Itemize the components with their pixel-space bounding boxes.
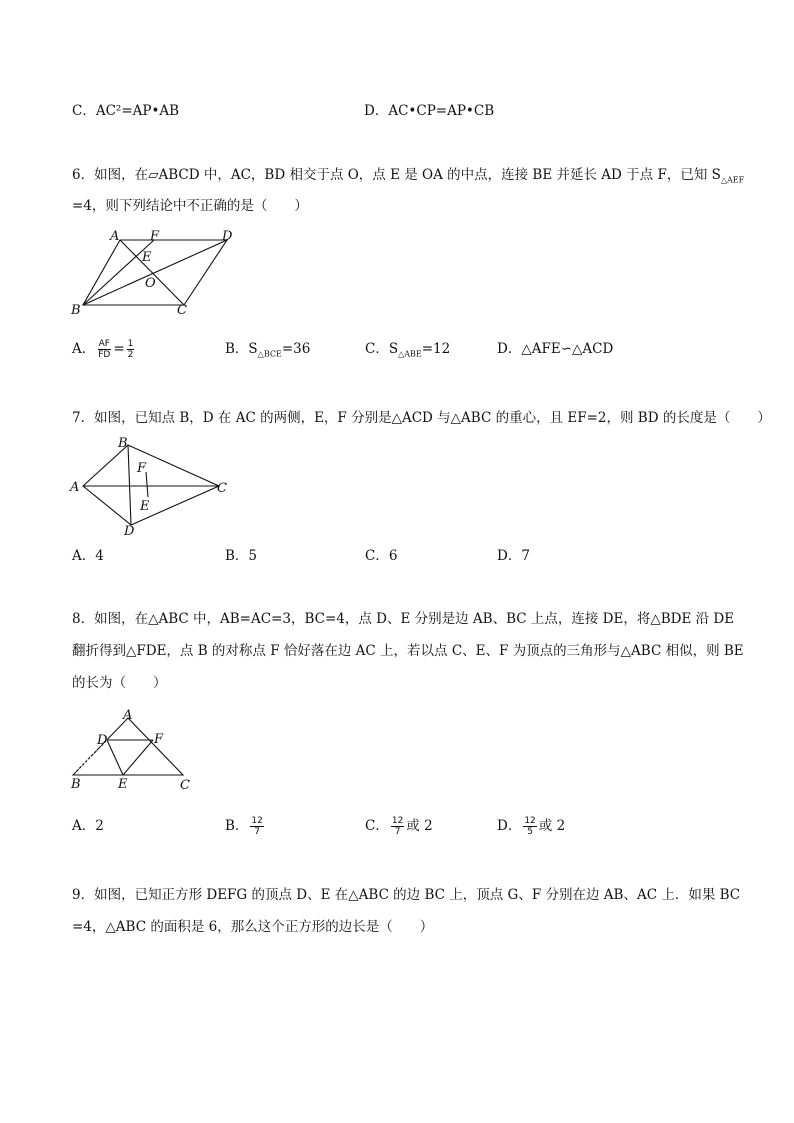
q8-triangle-abc <box>73 718 183 775</box>
q8-option-c-suffix: 或 2 <box>406 818 433 834</box>
q7-label-b: B <box>118 436 128 451</box>
q8-option-a: A．2 <box>72 818 104 834</box>
q8-label-f: F <box>154 732 164 747</box>
q6-label-b: B <box>71 303 81 318</box>
q8-option-c <box>365 816 433 837</box>
q6-label-e: E <box>142 250 152 265</box>
q8-option-b <box>225 816 266 837</box>
q8-label-d: D <box>97 733 108 748</box>
q8-label-c: C <box>180 778 190 793</box>
q8-label-a: A <box>123 708 133 723</box>
q7-segment-ef <box>146 472 148 497</box>
q8-option-d <box>497 816 565 837</box>
q9-stem-line2: =4，△ABC 的面积是 6，那么这个正方形的边长是（ ） <box>72 919 434 935</box>
q7-diagonal-bd <box>128 445 131 525</box>
q6-option-b-sub: △BCE <box>257 349 282 359</box>
q7-option-c: C．6 <box>365 548 398 564</box>
q5-option-d: D．AC•CP=AP•CB <box>364 103 495 119</box>
q8-option-b-fraction <box>250 816 263 837</box>
q8-option-b-num: 12 <box>251 816 263 826</box>
q6-option-c-text: C．S <box>365 341 399 357</box>
q8-option-c-prefix: C． <box>365 818 389 834</box>
q8-option-b-prefix: B． <box>225 818 249 834</box>
q6-option-c-sub: △ABE <box>398 349 422 359</box>
q6-option-a-value-num: 1 <box>127 339 134 349</box>
q9-stem-line1: 9．如图，已知正方形 DEFG 的顶点 D、E 在△ABC 的边 BC 上，顶点 G、F 分别在边 AB、AC 上．如果 BC <box>72 887 741 903</box>
q5-option-c: C．AC²=AP•AB <box>72 103 180 119</box>
q6-option-a-equals: = <box>113 341 125 357</box>
q8-option-d-num: 12 <box>524 816 536 826</box>
q8-stem-line2: 翻折得到△FDE，点 B 的对称点 F 恰好落在边 AC 上，若以点 C、E、F 为顶点的三角形与△ABC 相似，则 BE <box>72 643 744 659</box>
q8-option-d-fraction <box>523 816 536 837</box>
q6-option-a-prefix: A． <box>72 341 96 357</box>
q8-option-b-den: 7 <box>254 827 261 837</box>
q8-label-e: E <box>118 777 128 792</box>
q6-option-b <box>225 339 310 365</box>
q6-stem-text: 6．如图，在▱ABCD 中，AC，BD 相交于点 O，点 E 是 OA 的中点，连接 BE 并延长 AD 于点 F，已知 S <box>72 167 721 183</box>
q8-stem-line3: 的长为（ ） <box>72 675 167 691</box>
q7-figure <box>66 434 236 540</box>
q6-figure <box>66 226 246 318</box>
q6-label-f: F <box>150 229 160 244</box>
q6-label-c: C <box>177 303 187 318</box>
q7-label-a: A <box>70 480 80 495</box>
q6-option-a <box>72 339 136 360</box>
q7-label-c: C <box>217 481 227 496</box>
q6-option-a-value <box>127 339 135 360</box>
q7-option-b: B．5 <box>225 548 258 564</box>
q6-option-d: D．△AFE∽△ACD <box>497 341 614 357</box>
q8-option-d-prefix: D． <box>497 818 522 834</box>
q8-label-b: B <box>71 777 81 792</box>
q6-option-a-denominator: FD <box>98 350 111 360</box>
q8-option-c-fraction <box>391 816 404 837</box>
q8-option-d-den: 5 <box>527 827 533 837</box>
q6-option-b-text: B．S <box>225 341 258 357</box>
q6-option-a-numerator: AF <box>98 339 110 349</box>
q8-option-c-den: 7 <box>394 827 401 837</box>
q8-option-d-suffix: 或 2 <box>538 818 566 834</box>
q6-option-c-val: =12 <box>421 341 451 357</box>
q6-label-o: O <box>145 276 156 291</box>
q8-figure <box>66 703 206 795</box>
q6-label-d: D <box>222 229 233 244</box>
q7-label-d: D <box>124 524 135 539</box>
q7-label-e: E <box>140 499 150 514</box>
q7-label-f: F <box>137 461 147 476</box>
q7-option-a: A．4 <box>72 548 104 564</box>
q7-stem-line1: 7．如图，已知点 B，D 在 AC 的两侧，E，F 分别是△ACD 与△ABC 的重心，且 EF=2，则 BD 的长度是（ ） <box>72 410 771 426</box>
q8-segment-de <box>107 740 123 775</box>
q6-stem-subscript: △AEF <box>720 175 745 185</box>
q6-stem-line1 <box>72 165 744 191</box>
q6-option-b-val: =36 <box>281 341 311 357</box>
q6-diagonal-ac <box>120 240 184 305</box>
q8-option-c-num: 12 <box>391 816 404 826</box>
q7-option-d: D．7 <box>497 548 530 564</box>
q6-option-c <box>365 339 450 365</box>
q7-quadrilateral <box>83 445 219 525</box>
q6-label-a: A <box>110 229 120 244</box>
q8-segment-fe <box>123 740 153 775</box>
q6-option-a-fraction <box>97 339 111 360</box>
q8-stem-line1: 8．如图，在△ABC 中，AB=AC=3，BC=4，点 D、E 分别是边 AB、BC 上点，连接 DE，将△BDE 沿 DE <box>72 611 735 627</box>
q6-option-a-value-den: 2 <box>127 350 134 360</box>
q6-stem-line2: =4，则下列结论中不正确的是（ ） <box>72 198 308 214</box>
